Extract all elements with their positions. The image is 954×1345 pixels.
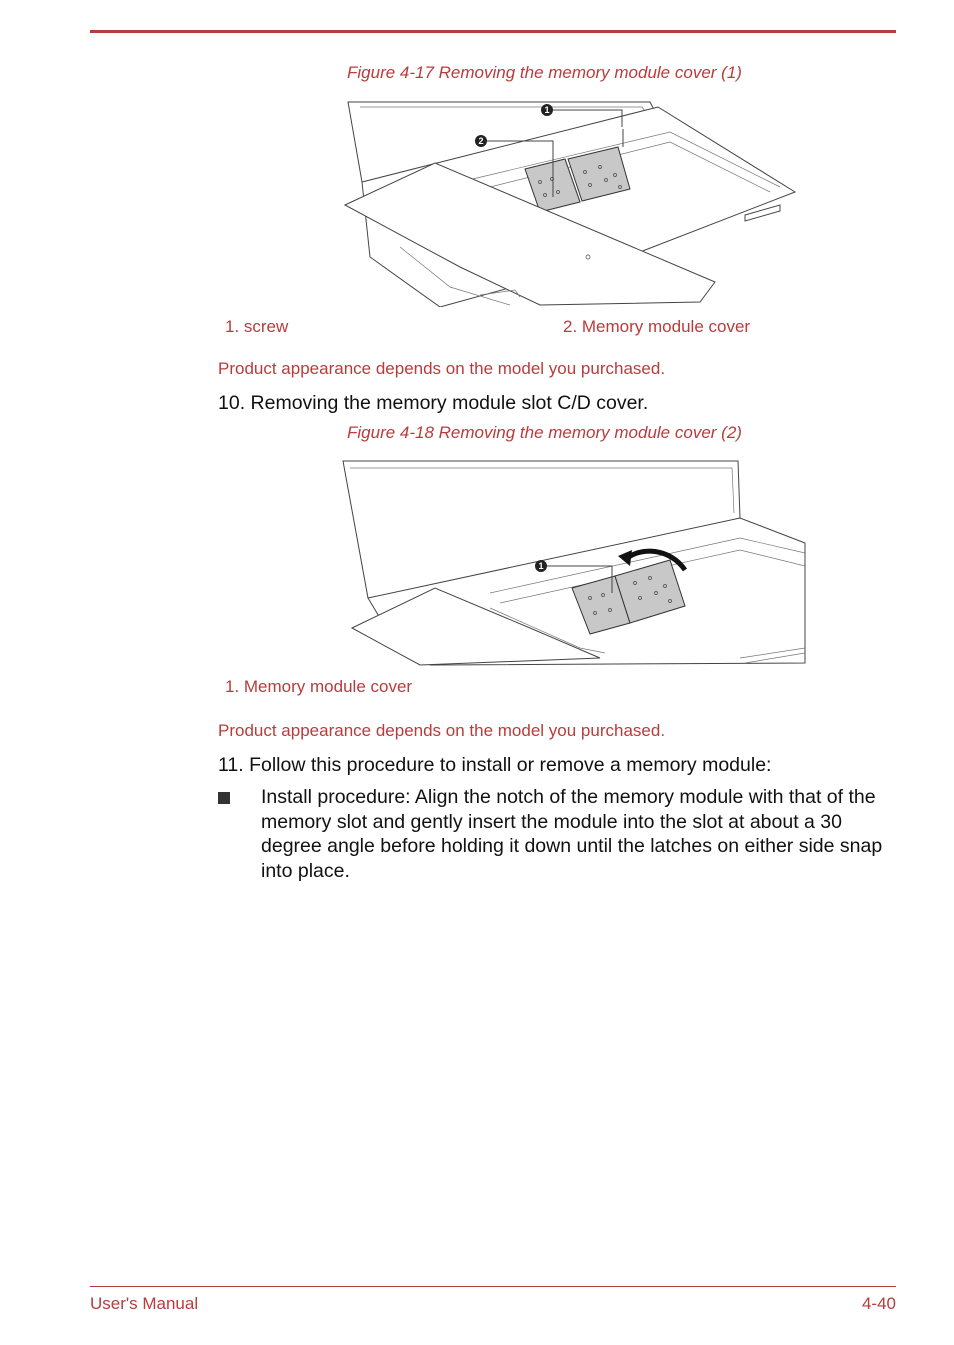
bullet-install-procedure: Install procedure: Align the notch of the memory module with that of the memory slot and gently insert the module into the slot at about a 30 degree angle before holding it down until the latches on either side snap into place. bbox=[261, 786, 883, 882]
footer-manual-title: User's Manual bbox=[90, 1294, 199, 1313]
figure-2-label-cover: 1. Memory module cover bbox=[225, 677, 413, 696]
figure-caption-2: Figure 4-18 Removing the memory module cover (2) bbox=[347, 423, 742, 442]
figure-caption-1: Figure 4-17 Removing the memory module cover (1) bbox=[347, 63, 742, 82]
callout-2-number: 2 bbox=[478, 136, 484, 146]
product-note-2: Product appearance depends on the model you purchased. bbox=[218, 721, 666, 740]
figure-1-label-cover: 2. Memory module cover bbox=[563, 317, 751, 336]
figure-1-label-screw: 1. screw bbox=[225, 317, 289, 336]
callout-1-number: 1 bbox=[544, 105, 550, 115]
figure-2-illustration bbox=[340, 458, 810, 668]
product-note-1: Product appearance depends on the model you purchased. bbox=[218, 359, 666, 378]
header-rule bbox=[90, 30, 896, 33]
footer-rule bbox=[90, 1286, 896, 1287]
step-10: 10. Removing the memory module slot C/D cover. bbox=[218, 392, 649, 414]
bullet-square-icon bbox=[218, 792, 230, 804]
step-11: 11. Follow this procedure to install or remove a memory module: bbox=[218, 754, 772, 776]
figure-1-illustration bbox=[340, 97, 810, 307]
footer-page-number: 4-40 bbox=[861, 1294, 896, 1313]
callout-1-number: 1 bbox=[538, 561, 544, 571]
